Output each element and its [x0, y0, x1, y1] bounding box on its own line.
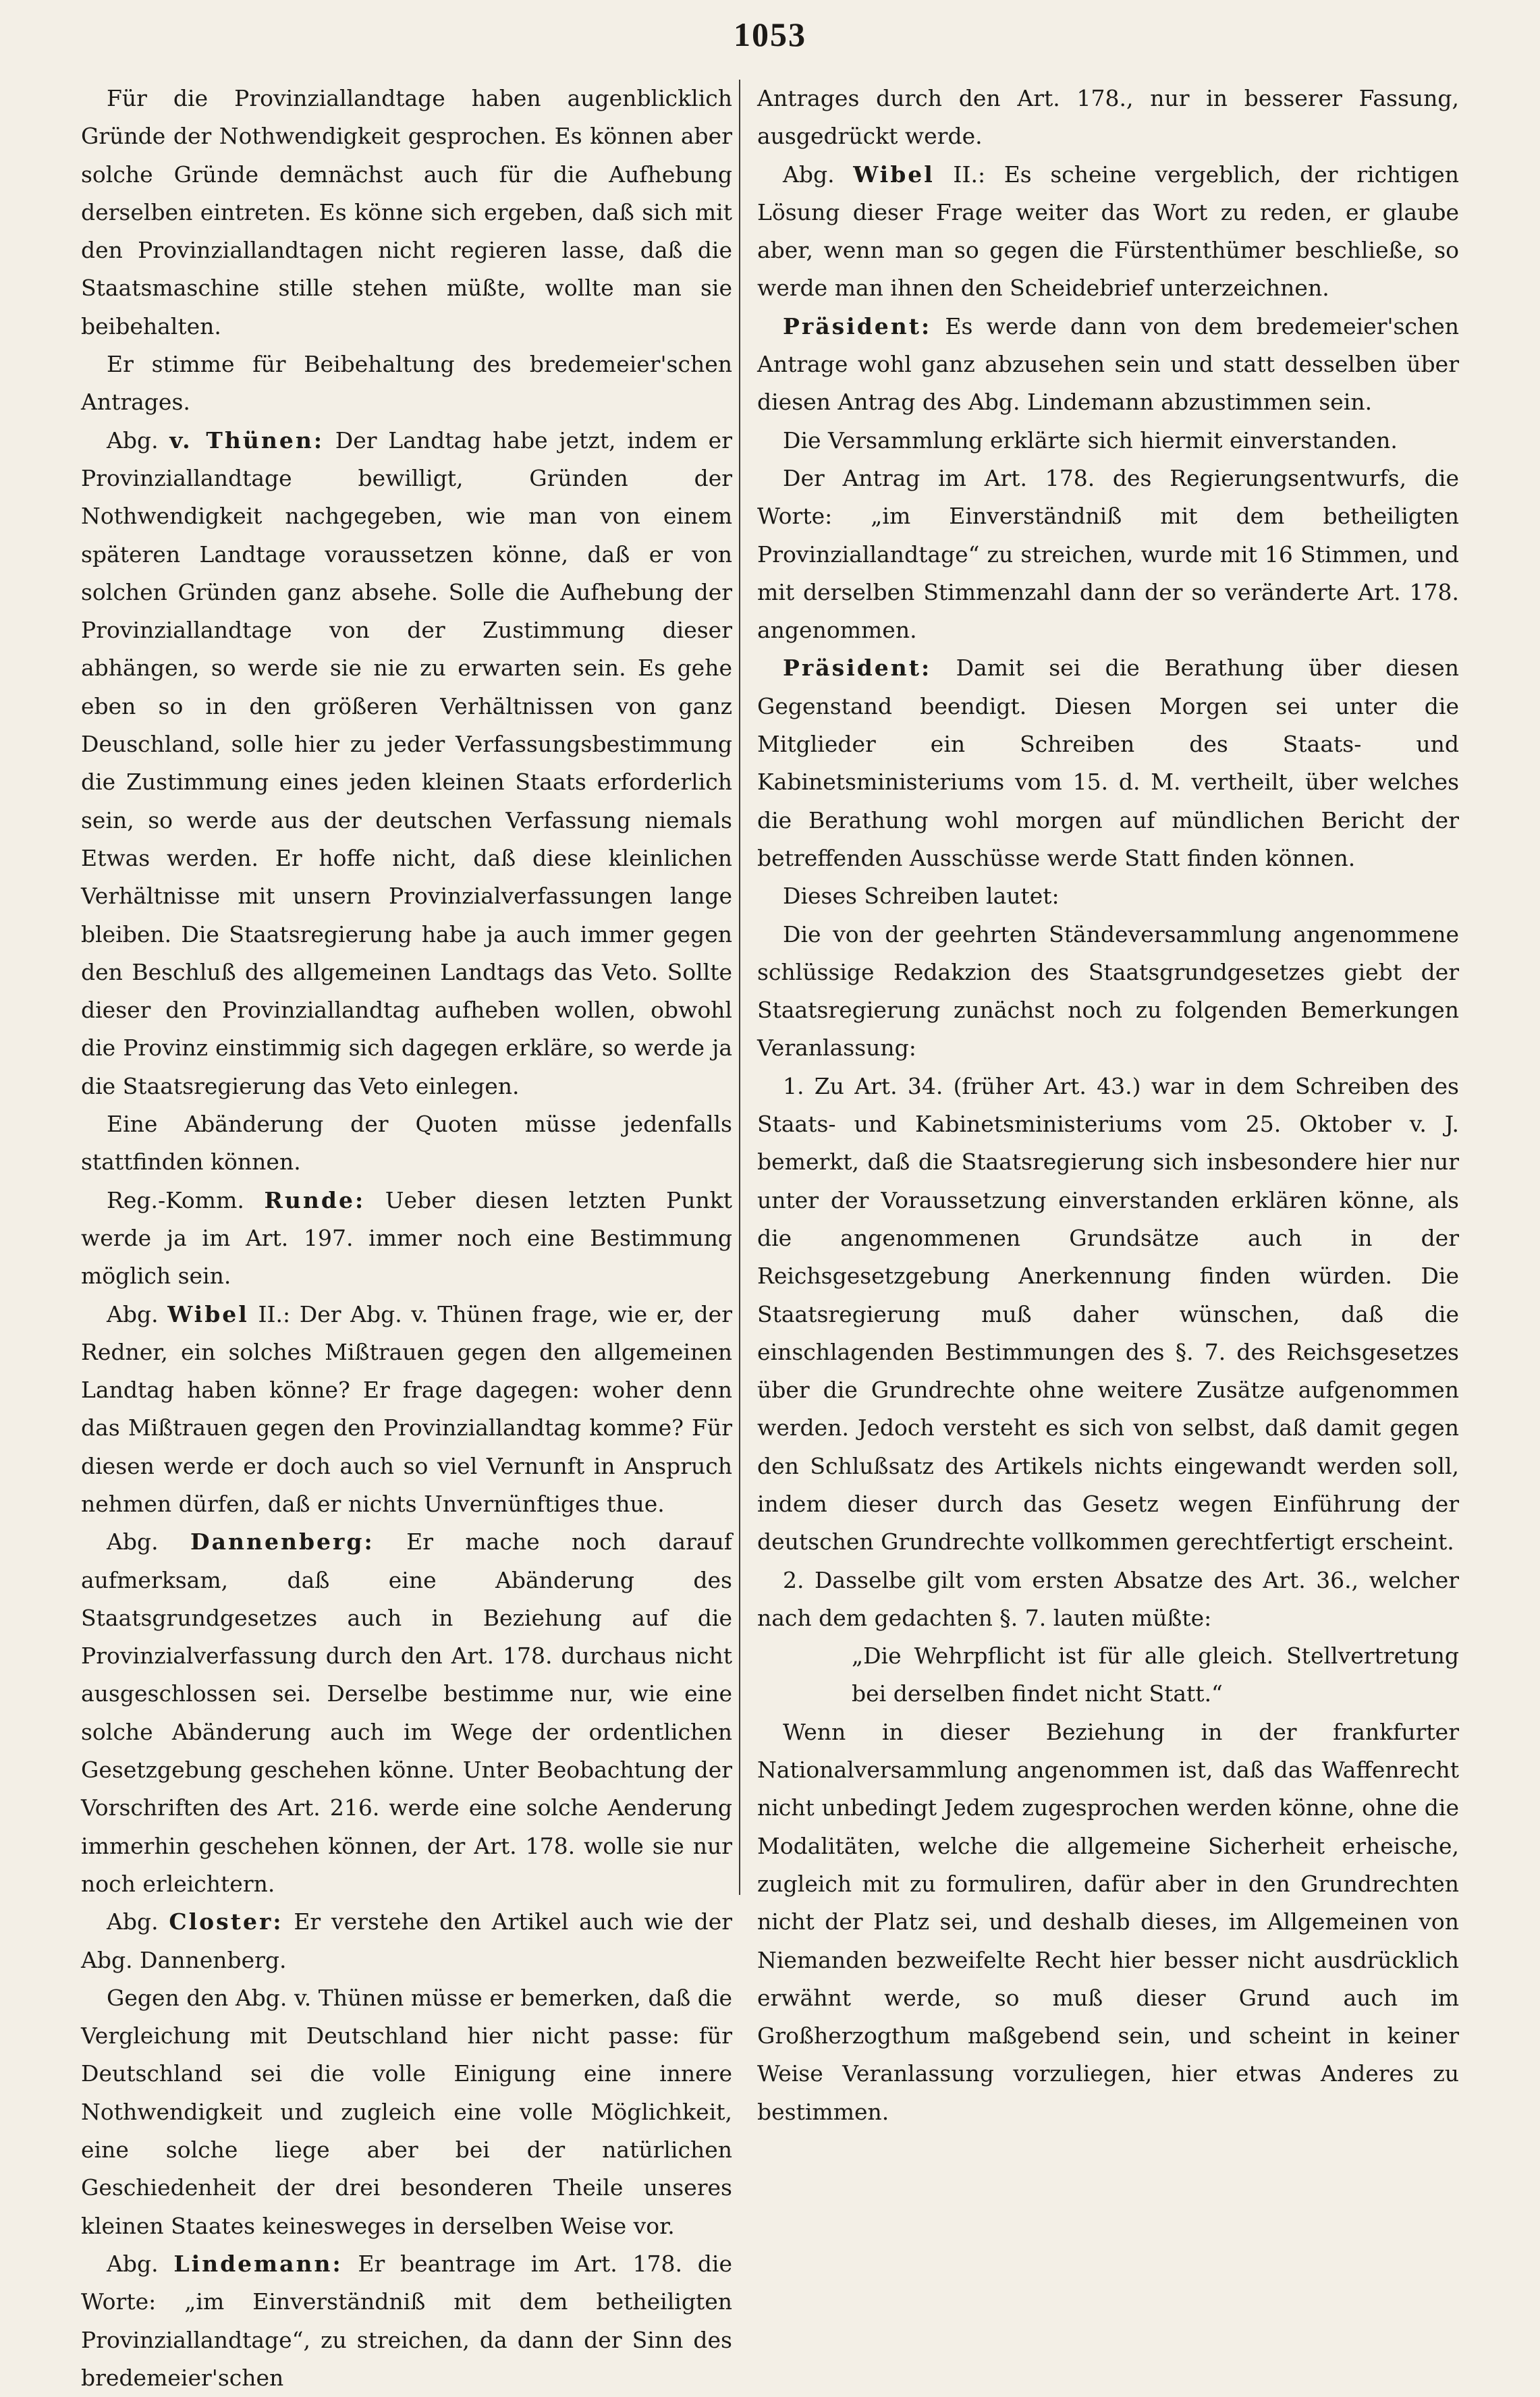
paragraph: Die von der geehrten Ständeversammlung angenommene schlüssige Redakzion des Staatsgrundgesetzes giebt der Staatsregierung zunächst noch zu folgenden Bemerkungen Veranlassung: — [757, 920, 1459, 1062]
speaker-name: Präsident: — [783, 655, 932, 682]
speaker-prefix: Abg. — [107, 1908, 159, 1935]
paragraph — [81, 1182, 732, 1296]
paragraph: 1. Zu Art. 34. (früher Art. 43.) war in dem Schreiben des Staats- und Kabinetsministeriums vom 25. Oktober v. J. bemerkt, daß die Staatsregierung sich insbesondere hier nur unter der Voraussetzung einverstanden erklären könne, als die angenommenen Grundsätze auch in der Reichsgesetzgebung Anerkennung finden würden. Die Staatsregierung muß daher wünschen, daß die einschlagenden Bestimmungen des §. 7. des Reichsgesetzes über die Grundrechte ohne weitere Zusätze aufgenommen werden. Jedoch versteht es sich von selbst, daß damit gegen den Schlußsatz des Artikels nichts eingewandt werden soll, indem dieser durch das Gesetz wegen Einführung der deutschen Grundrechte vollkommen gerechtfertigt erscheint. — [757, 1072, 1459, 1555]
paragraph: Dieses Schreiben lautet: — [783, 883, 1060, 910]
paragraph — [81, 1296, 732, 1524]
speaker-name: Wibel — [853, 161, 935, 188]
speaker-prefix: Reg.-Komm. — [107, 1186, 244, 1213]
paragraph: Der Antrag im Art. 178. des Regierungsentwurfs, die Worte: „im Einverständniß mit dem betheiligten Provinziallandtage“ zu streichen, wurde mit 16 Stimmen, und mit derselben Stimmenzahl dann der so veränderte Art. 178. angenommen. — [757, 464, 1459, 644]
paragraph: 2. Dasselbe gilt vom ersten Absatze des Art. 36., welcher nach dem gedachten §. 7. lauten müßte: — [757, 1566, 1459, 1631]
speech-text: Ueber diesen letzten Punkt werde ja im Art. 197. immer noch eine Bestimmung möglich sein. — [81, 1186, 732, 1290]
paragraph: Die Versammlung erklärte sich hiermit einverstanden. — [783, 426, 1398, 453]
speaker-name: v. Thünen: — [169, 426, 325, 453]
speaker-name: Closter: — [169, 1908, 283, 1935]
speaker-prefix: Abg. — [107, 1528, 159, 1555]
speaker-name: Präsident: — [783, 312, 932, 339]
speech-text: Er verstehe den Artikel auch wie der Abg. Dannenberg. — [81, 1908, 732, 1973]
speaker-prefix: Abg. — [107, 2250, 159, 2277]
speaker-prefix: Abg. — [107, 1300, 159, 1327]
paragraph: Wenn in dieser Beziehung in der frankfurter Nationalversammlung angenommen ist, daß das Waffenrecht nicht unbedingt Jedem zugesprochen werden könne, ohne die Modalitäten, welche die allgemeine Sicherheit erheische, zugleich mit zu formuliren, dafür aber in den Grundrechten nicht der Platz sei, und deshalb dieses, im Allgemeinen von Niemanden bezweifelte Recht hier besser nicht ausdrücklich erwähnt werde, so muß dieser Grund auch im Großherzogthum maßgebend sein, und scheint in keiner Weise Veranlassung vorzuliegen, hier etwas Anderes zu bestimmen. — [757, 1718, 1459, 2125]
speaker-prefix: Abg. — [783, 161, 835, 188]
right-column — [757, 80, 1459, 2131]
speaker-name: Wibel — [167, 1300, 249, 1327]
speaker-name: Lindemann: — [173, 2250, 343, 2277]
speaker-name: Runde: — [264, 1186, 366, 1213]
paragraph — [81, 1903, 732, 1979]
paragraph: Für die Provinziallandtage haben augenblicklich Gründe der Nothwendigkeit gesprochen. Es können aber solche Gründe demnächst auch für die Aufhebung derselben eintreten. Es könne sich ergeben, daß sich mit den Provinziallandtagen nicht regieren lasse, daß die Staatsmaschine stille stehen müßte, wollte man sie beibehalten. — [81, 85, 732, 339]
paragraph: Eine Abänderung der Quoten müsse jedenfalls stattfinden können. — [81, 1111, 732, 1176]
paragraph: Antrages durch den Art. 178., nur in besserer Fassung, ausgedrückt werde. — [757, 85, 1459, 150]
paragraph — [81, 2245, 732, 2397]
page-number: 1053 — [734, 16, 806, 53]
speaker-suffix: II.: — [953, 161, 986, 188]
speech-text: Er mache noch darauf aufmerksam, daß eine Abänderung des Staatsgrundgesetzes auch in Beziehung auf die Provinzialverfassung durch den Art. 178. durchaus nicht ausgeschlossen sei. Derselbe bestimme nur, wie eine solche Abänderung auch im Wege der ordentlichen Gesetzgebung geschehen könne. Unter Beobachtung der Vorschriften des Art. 216. werde eine solche Aenderung immerhin geschehen können, der Art. 178. wolle sie nur noch erleichtern. — [81, 1528, 733, 1897]
left-column — [81, 80, 732, 2397]
column-divider — [739, 80, 740, 1895]
speech-text: Er beantrage im Art. 178. die Worte: „im Einverständniß mit dem betheiligten Provinziallandtage“, zu streichen, da dann der Sinn des bredemeier'schen — [81, 2250, 732, 2391]
speech-text: Damit sei die Berathung über diesen Gegenstand beendigt. Diesen Morgen sei unter die Mitglieder ein Schreiben des Staats- und Kabinetsministeriums vom 15. d. M. vertheilt, über welches die Berathung wohl morgen auf mündlichen Bericht der betreffenden Ausschüsse werde Statt finden können. — [757, 655, 1459, 871]
speaker-suffix: II.: — [258, 1300, 291, 1327]
speech-text: Der Landtag habe jetzt, indem er Provinziallandtage bewilligt, Gründen der Nothwendigkeit nachgegeben, wie man von einem späteren Landtage voraussetzen könne, daß er von solchen Gründen ganz absehe. Solle die Aufhebung der Provinziallandtage von der Zustimmung dieser abhängen, so werde sie nie zu erwarten sein. Es gehe eben so in den größeren Verhältnissen von ganz Deuschland, solle hier zu jeder Verfassungsbestimmung die Zustimmung eines jeden kleinen Staats erforderlich sein, so werde aus der deutschen Verfassung niemals Etwas werden. Er hoffe nicht, daß diese kleinlichen Verhältnisse mit unsern Provinzialverfassungen lange bleiben. Die Staatsregierung habe ja auch immer gegen den Beschluß des allgemeinen Landtags das Veto. Sollte dieser den Provinziallandtag aufheben wollen, obwohl die Provinz einstimmig sich dagegen erkläre, so werde ja die Staatsregierung das Veto einlegen. — [81, 426, 732, 1099]
paragraph: Gegen den Abg. v. Thünen müsse er bemerken, daß die Vergleichung mit Deutschland hier nicht passe: für Deutschland sei die volle Einigung eine innere Nothwendigkeit und zugleich eine volle Möglichkeit, eine solche liege aber bei der natürlichen Geschiedenheit der drei besonderen Theile unseres kleinen Staates keinesweges in derselben Weise vor. — [81, 1984, 732, 2239]
paragraph — [757, 156, 1459, 308]
speaker-name: Dannenberg: — [190, 1528, 375, 1555]
speaker-prefix: Abg. — [107, 426, 159, 453]
paragraph — [81, 422, 732, 1105]
paragraph — [757, 649, 1459, 877]
paragraph — [757, 308, 1459, 422]
paragraph: Er stimme für Beibehaltung des bredemeier'schen Antrages. — [81, 351, 732, 416]
quoted-article: „Die Wehrpflicht ist für alle gleich. Stellvertretung bei derselben findet nicht Statt.“ — [852, 1643, 1459, 1707]
paragraph — [81, 1523, 732, 1903]
speech-text: Der Abg. v. Thünen frage, wie er, der Redner, ein solches Mißtrauen gegen den allgemeinen Landtag haben könne? Er frage dagegen: woher denn das Mißtrauen gegen den Provinziallandtag komme? Für diesen werde er doch auch so viel Vernunft in Anspruch nehmen dürfen, daß er nichts Unvernünftiges thue. — [81, 1300, 732, 1517]
speech-text: Es werde dann von dem bredemeier'schen Antrage wohl ganz abzusehen sein und statt desselben über diesen Antrag des Abg. Lindemann abzustimmen sein. — [757, 312, 1459, 416]
speech-text: Es scheine vergeblich, der richtigen Lösung dieser Frage weiter das Wort zu reden, er glaube aber, wenn man so gegen die Fürstenthümer beschließe, so werde man ihnen den Scheidebrief unterzeichnen. — [757, 161, 1459, 302]
